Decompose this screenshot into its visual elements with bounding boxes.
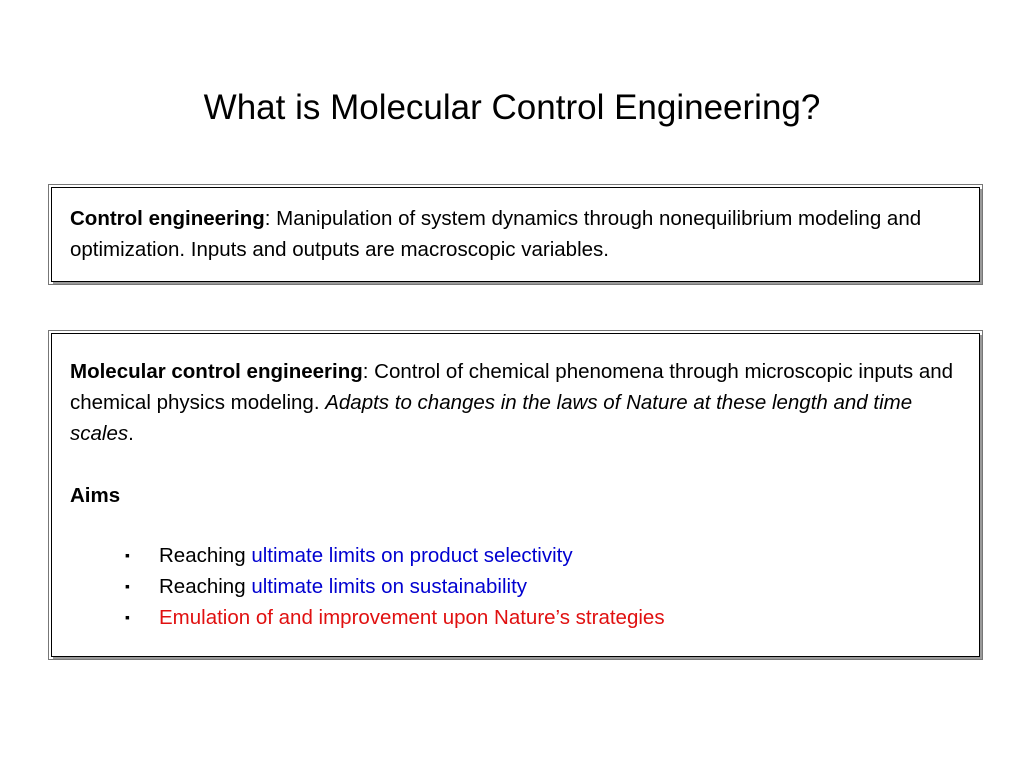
molecular-control-engineering-box [51, 333, 980, 657]
mce-content [70, 356, 961, 633]
control-engineering-box [51, 187, 980, 282]
aim-prefix: Reaching [159, 544, 252, 567]
aim-prefix: Reaching [159, 575, 252, 598]
aim-item-nature-strategies [125, 602, 961, 633]
aim-highlight: ultimate limits on product selectivity [251, 544, 573, 567]
control-engineering-term: Control engineering [70, 207, 265, 230]
square-bullet-icon: ▪ [125, 547, 130, 563]
term-separator: : [264, 207, 271, 230]
control-engineering-text [70, 203, 961, 265]
slide-title: What is Molecular Control Engineering? [203, 88, 821, 127]
mce-term-separator: : [362, 360, 369, 383]
aim-item-product-selectivity [125, 540, 961, 571]
aims-list [70, 540, 961, 633]
square-bullet-icon: ▪ [125, 578, 130, 594]
aims-heading: Aims [70, 484, 121, 507]
control-engineering-definition: Manipulation of system dynamics through nonequilibrium modeling and optimization. Inputs and outputs are macroscopic variables. [70, 207, 922, 261]
mce-definition [70, 356, 961, 449]
square-bullet-icon: ▪ [125, 609, 130, 625]
aim-item-sustainability [125, 571, 961, 602]
mce-definition-end: . [128, 422, 134, 445]
aim-highlight: ultimate limits on sustainability [251, 575, 528, 598]
mce-definition-text: Control of chemical phenomena through microscopic inputs and chemical physics modeling. [70, 360, 954, 414]
aim-highlight: Emulation of and improvement upon Nature’s strategies [159, 606, 665, 629]
mce-term: Molecular control engineering [70, 360, 363, 383]
mce-definition-italic: Adapts to changes in the laws of Nature at these length and time scales [70, 391, 913, 445]
